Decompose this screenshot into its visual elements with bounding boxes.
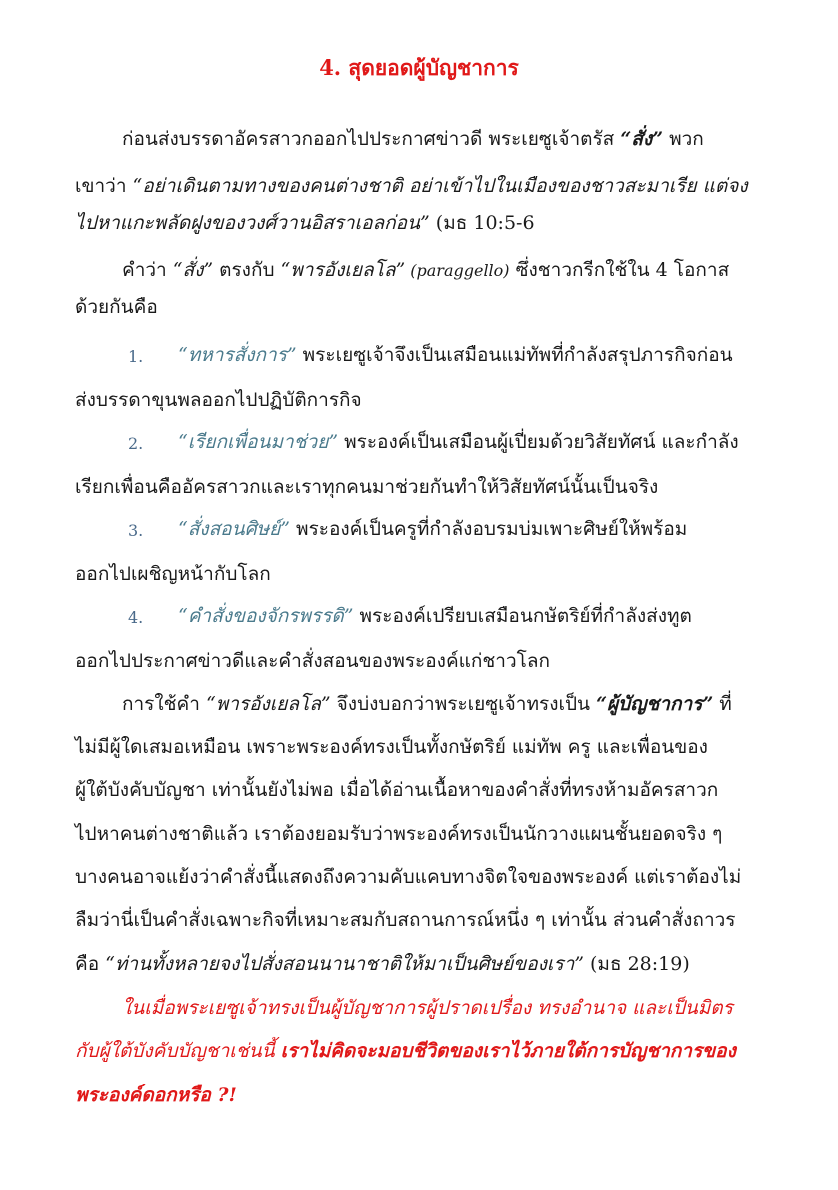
list-item-2 (178, 428, 838, 456)
paragraph-3-line-7 (75, 950, 775, 978)
text: คำว่า (122, 259, 173, 281)
closing-line-3 (75, 1081, 775, 1109)
list-item-2-cont: เรียกเพื่อนคืออัครสาวกและเราทุกคนมาช่วยกันทำให้วิสัยทัศน์นั้นเป็นจริง (75, 476, 659, 498)
text: ตรงกับ (213, 259, 281, 281)
paragraph-3-line-2: ไม่มีผู้ใดเสมอเหมือน เพราะพระองค์ทรงเป็นทั้งกษัตริย์ แม่ทัพ ครู และเพื่อนของ (75, 736, 708, 758)
scripture-quote: “อย่าเดินตามทางของคนต่างชาติ อย่าเข้าไปในเมืองของชาวสะมาเรีย แต่จง (132, 175, 748, 197)
list-text: พระองค์เปรียบเสมือนกษัตริย์ที่กำลังส่งทูต (353, 605, 692, 627)
paragraph-2-line-2: ด้วยกันคือ (75, 296, 158, 318)
quoted-term: “ผู้บัญชาการ” (596, 693, 714, 715)
quoted-term: “พารอังเยลโล” (280, 259, 406, 281)
list-item-4 (178, 602, 838, 630)
closing-line-1 (122, 994, 822, 1022)
text: เขาว่า (75, 175, 133, 197)
page-title: 4. สุดยอดผู้บัญชาการ (319, 55, 519, 80)
paragraph-3-line-4: ไปหาคนต่างชาติแล้ว เราต้องยอมรับว่าพระองค์ทรงเป็นนักวางแผนชั้นยอดจริง ๆ (75, 823, 723, 845)
list-term: “เรียกเพื่อนมาช่วย” (178, 431, 339, 453)
text: พวก (663, 128, 704, 150)
text: ก่อนส่งบรรดาอัครสาวกออกไปประกาศข่าวดี พระเยซูเจ้าตรัส (122, 128, 621, 150)
list-text: พระองค์เป็นครูที่กำลังอบรมบ่มเพาะศิษย์ให้พร้อม (290, 518, 688, 540)
paragraph-3-line-1 (122, 690, 822, 718)
scripture-quote: “ท่านทั้งหลายจงไปสั่งสอนนานาชาติให้มาเป็นศิษย์ของเรา” (105, 953, 584, 975)
list-text: พระองค์เป็นเสมือนผู้เปี่ยมด้วยวิสัยทัศน์ และกำลัง (338, 431, 739, 453)
list-number: 3. (128, 521, 144, 540)
paragraph-1-line-2 (75, 172, 775, 200)
list-number: 1. (128, 347, 144, 366)
scripture-reference: (มธ 10:5-6 (429, 212, 535, 234)
scripture-reference: (มธ 28:19) (583, 953, 690, 975)
scripture-quote: ไปหาแกะพลัดฝูงของวงศ์วานอิสราเอลก่อน” (75, 212, 430, 234)
list-term: “ทหารสั่งการ” (178, 344, 297, 366)
paragraph-3-line-6: ลืมว่านี่เป็นคำสั่งเฉพาะกิจที่เหมาะสมกับสถานการณ์หนึ่ง ๆ เท่านั้น ส่วนคำสั่งถาวร (75, 909, 736, 931)
list-item-3 (178, 515, 838, 543)
greek-term: (paraggello) (405, 261, 510, 280)
paragraph-2-line-1 (122, 256, 822, 285)
text: ที่ (713, 693, 732, 715)
list-item-1-cont: ส่งบรรดาขุนพลออกไปปฏิบัติการกิจ (75, 389, 362, 411)
text: การใช้คำ (122, 693, 206, 715)
closing-emphasis: เราไม่คิดจะมอบชีวิตของเราไว้ภายใต้การบัญชาการของ (280, 1040, 736, 1062)
text: ซึ่งชาวกรีกใช้ใน 4 โอกาส (509, 259, 730, 281)
list-term: “สั่งสอนศิษย์” (178, 518, 291, 540)
closing-line-2 (75, 1037, 775, 1065)
paragraph-3-line-3: ผู้ใต้บังคับบัญชา เท่านั้นยังไม่พอ เมื่อได้อ่านเนื้อหาของคำสั่งที่ทรงห้ามอัครสาวก (75, 779, 719, 801)
quoted-term: “สั่ง” (172, 259, 214, 281)
text: จึงบ่งบอกว่าพระเยซูเจ้าทรงเป็น (330, 693, 597, 715)
paragraph-1-line-1 (122, 125, 822, 153)
list-number: 4. (128, 608, 144, 627)
closing-emphasis: พระองค์ดอกหรือ ?! (75, 1084, 237, 1106)
list-text: พระเยซูเจ้าจึงเป็นเสมือนแม่ทัพที่กำลังสรุปภารกิจก่อน (296, 344, 733, 366)
quoted-term: “สั่ง” (620, 128, 664, 150)
text: คือ (75, 953, 106, 975)
list-item-4-cont: ออกไปประกาศข่าวดีและคำสั่งสอนของพระองค์แก่ชาวโลก (75, 650, 550, 672)
list-item-1 (178, 341, 838, 369)
quoted-term: “พารอังเยลโล” (205, 693, 331, 715)
list-item-3-cont: ออกไปเผชิญหน้ากับโลก (75, 563, 271, 585)
list-number: 2. (128, 434, 144, 453)
paragraph-1-line-3 (75, 209, 775, 237)
list-term: “คำสั่งของจักรพรรดิ” (178, 605, 354, 627)
closing-text: กับผู้ใต้บังคับบัญชาเช่นนี้ (75, 1040, 281, 1062)
closing-text: ในเมื่อพระเยซูเจ้าทรงเป็นผู้บัญชาการผู้ปราดเปรื่อง ทรงอำนาจ และเป็นมิตร (122, 997, 733, 1019)
paragraph-3-line-5: บางคนอาจแย้งว่าคำสั่งนี้แสดงถึงความคับแคบทางจิตใจของพระองค์ แต่เราต้องไม่ (75, 866, 742, 888)
